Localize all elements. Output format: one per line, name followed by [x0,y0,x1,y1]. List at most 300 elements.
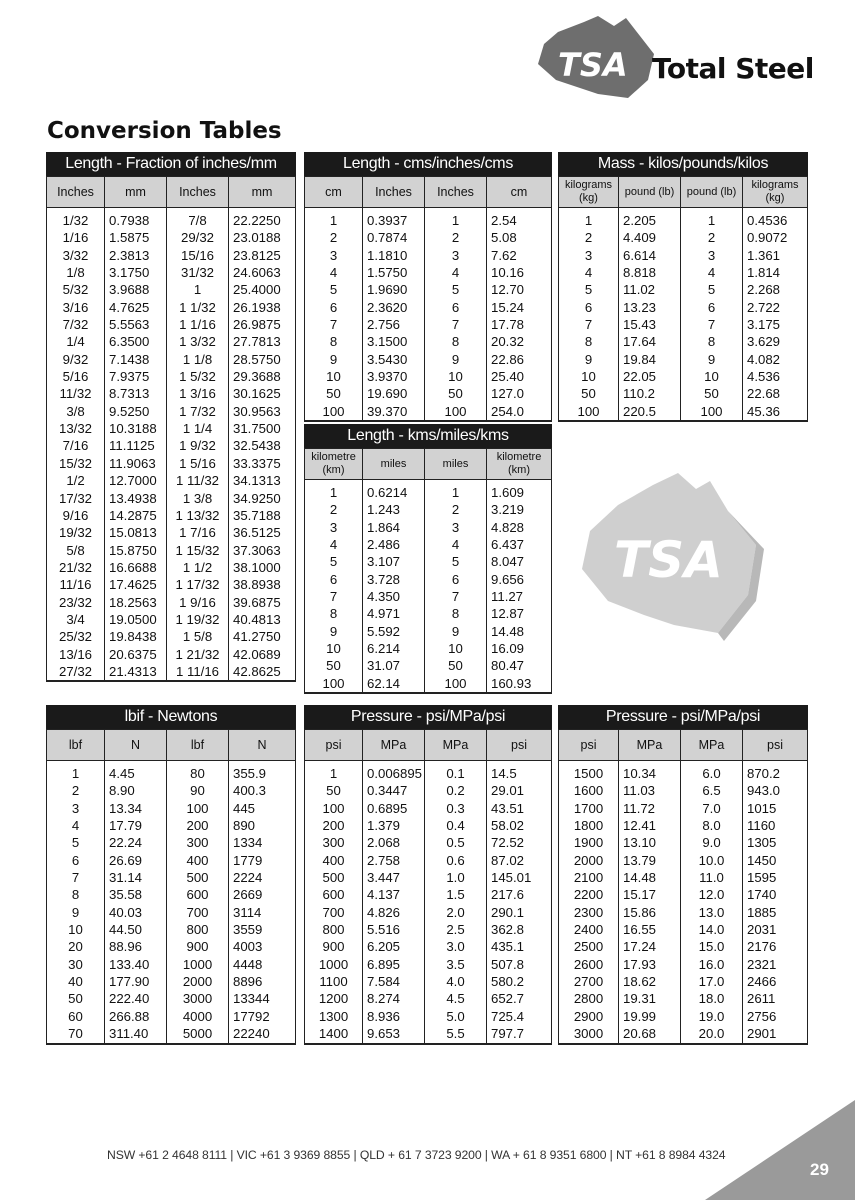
table-cell: 1900 [559,834,619,851]
table-row [305,800,552,817]
table-cell: 1.243 [363,501,425,518]
table-cell: 1 [305,765,363,782]
table-title: Mass - kilos/pounds/kilos [558,152,808,176]
table-cell: 9 [47,904,105,921]
table-row [47,1025,296,1043]
table-cell: 38.1000 [229,559,296,576]
table-row [47,800,296,817]
table-row [305,247,552,264]
table-cell: 10 [559,368,619,385]
brand-name: Total Steel [652,52,814,85]
table-row [47,921,296,938]
table-cell: 1.609 [487,484,552,501]
table-cell: 1 21/32 [167,646,229,663]
table-cell: 45.36 [743,403,808,421]
table-cell: 254.0 [487,403,552,421]
table-cell: 6.5 [681,782,743,799]
table-cell: 10 [425,368,487,385]
table-cell: 300 [305,834,363,851]
table-title: lbif - Newtons [46,705,296,729]
table-cell: 3/16 [47,299,105,316]
table-cell: 42.8625 [229,663,296,681]
table-cell: 9 [681,351,743,368]
table-cell: 10.16 [487,264,552,281]
table-cell: 100 [559,403,619,421]
table-cell: 12.41 [619,817,681,834]
table-cell: 8.90 [105,782,167,799]
table-cell: 20.0 [681,1025,743,1043]
table-cell: 1015 [743,800,808,817]
table-row [47,938,296,955]
table-cell: 2500 [559,938,619,955]
table-cell: 580.2 [487,973,552,990]
table-cell: 10 [681,368,743,385]
table-cell: 19/32 [47,524,105,541]
table-cell: 50 [305,385,363,402]
table-cell: 50 [425,385,487,402]
table-cell: 4000 [167,1008,229,1025]
column-header: Inches [425,177,487,208]
table-cell: 160.93 [487,675,552,693]
table-row [305,553,552,570]
table-row [47,490,296,507]
corner-tab [705,1100,855,1200]
table-cell: 50 [47,990,105,1007]
table-cell: 2611 [743,990,808,1007]
table-cell: 9.5250 [105,403,167,420]
table-row [305,484,552,501]
table-cell: 23.0188 [229,229,296,246]
table-row [47,576,296,593]
table-cell: 7 [425,316,487,333]
table-cell: 1/16 [47,229,105,246]
table-pressure-1 [304,705,552,1045]
table-cell: 3.0 [425,938,487,955]
table-cell: 18.62 [619,973,681,990]
table-cell: 15.86 [619,904,681,921]
table-pressure-2 [558,705,808,1045]
table-cell: 8896 [229,973,296,990]
table-row [47,817,296,834]
table-cell: 14.2875 [105,507,167,524]
table-cell: 11.1125 [105,437,167,454]
table-title: Pressure - psi/MPa/psi [304,705,552,729]
table-cell: 15.24 [487,299,552,316]
table-cell: 44.50 [105,921,167,938]
table-row [47,212,296,229]
table-cell: 1 9/32 [167,437,229,454]
table-cell: 200 [305,817,363,834]
table-cell: 8.936 [363,1008,425,1025]
table-cell: 13.23 [619,299,681,316]
table-row [305,973,552,990]
table-cell: 6.895 [363,956,425,973]
table-cell: 10 [47,921,105,938]
column-header: kilograms (kg) [743,177,808,208]
table-cell: 16.6688 [105,559,167,576]
table-length-cms [304,152,552,422]
table-row [559,834,808,851]
table-cell: 17.93 [619,956,681,973]
table-cell: 652.7 [487,990,552,1007]
column-header: N [229,730,296,761]
table-cell: 15.17 [619,886,681,903]
table-cell: 1 11/32 [167,472,229,489]
table-cell: 26.1938 [229,299,296,316]
table-cell: 34.9250 [229,490,296,507]
table-cell: 7.584 [363,973,425,990]
table-cell: 1 [47,765,105,782]
table-row [47,247,296,264]
table-row [305,588,552,605]
table-cell: 12.87 [487,605,552,622]
table-cell: 0.1 [425,765,487,782]
table-cell: 100 [305,403,363,421]
table-row [47,852,296,869]
table-cell: 11/16 [47,576,105,593]
table-cell: 1 1/8 [167,351,229,368]
table-cell: 1 7/32 [167,403,229,420]
table-cell: 2 [425,501,487,518]
table-cell: 1.814 [743,264,808,281]
table-row [559,403,808,421]
table-cell: 13.34 [105,800,167,817]
table-row [559,333,808,350]
logo-mark-text: TSA [558,46,628,84]
table-cell: 100 [425,403,487,421]
table-row [305,264,552,281]
table-title: Length - cms/inches/cms [304,152,552,176]
table-cell: 13/16 [47,646,105,663]
table-cell: 0.6895 [363,800,425,817]
table-cell: 30 [47,956,105,973]
table-cell: 217.6 [487,886,552,903]
watermark-text: TSA [614,531,723,589]
table-cell: 2900 [559,1008,619,1025]
table-cell: 15/32 [47,455,105,472]
table-cell: 19.99 [619,1008,681,1025]
table-row [305,765,552,782]
table-cell: 11.9063 [105,455,167,472]
table-cell: 30.9563 [229,403,296,420]
table-row [47,611,296,628]
table-row [305,938,552,955]
table-cell: 2466 [743,973,808,990]
table-cell: 14.0 [681,921,743,938]
table-mass [558,152,808,422]
table-row [305,782,552,799]
table-cell: 15/16 [167,247,229,264]
table-cell: 20.68 [619,1025,681,1043]
table-cell: 7 [559,316,619,333]
table-cell: 4.137 [363,886,425,903]
column-header: MPa [363,730,425,761]
table-cell: 3.1500 [363,333,425,350]
table-cell: 80.47 [487,657,552,674]
table-cell: 40.4813 [229,611,296,628]
table-cell: 6.0 [681,765,743,782]
table-cell: 32.5438 [229,437,296,454]
table-cell: 100 [167,800,229,817]
table-row [47,834,296,851]
table-cell: 4 [559,264,619,281]
table-cell: 1 3/16 [167,385,229,402]
table-cell: 7 [425,588,487,605]
table-cell: 7 [681,316,743,333]
table-row [47,299,296,316]
table-cell: 200 [167,817,229,834]
table-cell: 19.8438 [105,628,167,645]
table-cell: 1 15/32 [167,542,229,559]
table-title: Length - kms/miles/kms [304,424,552,448]
page-title: Conversion Tables [47,118,282,144]
table-cell: 311.40 [105,1025,167,1043]
table-cell: 50 [425,657,487,674]
table-row [47,559,296,576]
table-cell: 33.3375 [229,455,296,472]
table-cell: 400.3 [229,782,296,799]
table-cell: 6.437 [487,536,552,553]
table-cell: 7 [305,588,363,605]
table-row [305,385,552,402]
table-row [47,869,296,886]
table-row [559,800,808,817]
table-cell: 5/32 [47,281,105,298]
table-cell: 9 [425,351,487,368]
table-cell: 6 [305,299,363,316]
table-cell: 1450 [743,852,808,869]
table-cell: 6.214 [363,640,425,657]
table-row [305,333,552,350]
table-cell: 21.4313 [105,663,167,681]
table-cell: 1305 [743,834,808,851]
table-row [47,507,296,524]
table-cell: 1.5750 [363,264,425,281]
table-cell: 27.7813 [229,333,296,350]
table-row [305,281,552,298]
table-cell: 1/32 [47,212,105,229]
table-cell: 2400 [559,921,619,938]
table-cell: 500 [167,869,229,886]
table-cell: 2.3813 [105,247,167,264]
table-cell: 43.51 [487,800,552,817]
table-cell: 0.3937 [363,212,425,229]
table-cell: 7/8 [167,212,229,229]
table-row [305,640,552,657]
table-row [47,524,296,541]
table-cell: 3.1750 [105,264,167,281]
table-row [559,817,808,834]
table-cell: 37.3063 [229,542,296,559]
table-cell: 10.0 [681,852,743,869]
table-cell: 3.219 [487,501,552,518]
table-lbf-newtons [46,705,296,1045]
table-cell: 5 [305,281,363,298]
table-row [47,663,296,681]
table-cell: 17/32 [47,490,105,507]
table-cell: 2321 [743,956,808,973]
table-cell: 4.45 [105,765,167,782]
table-cell: 17.64 [619,333,681,350]
table-cell: 4.0 [425,973,487,990]
table-cell: 100 [305,675,363,693]
table-row [47,264,296,281]
table-cell: 266.88 [105,1008,167,1025]
table-cell: 5.5 [425,1025,487,1043]
table-cell: 7/32 [47,316,105,333]
table-cell: 9.0 [681,834,743,851]
table-length-fraction [46,152,296,682]
table-cell: 1/8 [47,264,105,281]
table-cell: 1.361 [743,247,808,264]
table-row [305,956,552,973]
table-cell: 900 [167,938,229,955]
table-cell: 8 [681,333,743,350]
table-cell: 4 [305,264,363,281]
table-row [559,299,808,316]
table-cell: 1/2 [47,472,105,489]
table-cell: 600 [305,886,363,903]
table-cell: 0.3 [425,800,487,817]
table-cell: 2031 [743,921,808,938]
table-cell: 2 [47,782,105,799]
table-cell: 4.082 [743,351,808,368]
table-cell: 1 1/4 [167,420,229,437]
table-cell: 1 17/32 [167,576,229,593]
tsa-logo-icon [536,14,656,104]
table-cell: 15.8750 [105,542,167,559]
table-row [47,782,296,799]
table-cell: 1740 [743,886,808,903]
table-cell: 15.43 [619,316,681,333]
table-cell: 177.90 [105,973,167,990]
table-row [305,852,552,869]
table-cell: 8 [305,333,363,350]
table-row [305,869,552,886]
table-cell: 1 7/16 [167,524,229,541]
column-header: kilometre (km) [487,449,552,480]
table-cell: 28.5750 [229,351,296,368]
table-cell: 70 [47,1025,105,1043]
table-cell: 0.4 [425,817,487,834]
table-cell: 1.9690 [363,281,425,298]
table-row [559,351,808,368]
table-cell: 3.9688 [105,281,167,298]
table-row [47,542,296,559]
table-cell: 1.5 [425,886,487,903]
table-cell: 22.24 [105,834,167,851]
table-cell: 40.03 [105,904,167,921]
table-cell: 8.818 [619,264,681,281]
table-cell: 2000 [167,973,229,990]
table-cell: 110.2 [619,385,681,402]
table-cell: 1160 [743,817,808,834]
table-cell: 16.55 [619,921,681,938]
column-header: Inches [47,177,105,208]
table-cell: 2.068 [363,834,425,851]
page-number: 29 [810,1160,829,1179]
table-cell: 7.9375 [105,368,167,385]
table-row [559,938,808,955]
table-cell: 5 [681,281,743,298]
table-cell: 13.4938 [105,490,167,507]
table-row [47,990,296,1007]
table-cell: 22240 [229,1025,296,1043]
table-cell: 3000 [559,1025,619,1043]
table-cell: 17.4625 [105,576,167,593]
column-header: psi [559,730,619,761]
table-row [305,904,552,921]
table-cell: 39.6875 [229,594,296,611]
table-cell: 1 [425,212,487,229]
table-cell: 1 [305,484,363,501]
table-row [559,1008,808,1025]
table-row [47,765,296,782]
table-row [305,817,552,834]
table-cell: 5.0 [425,1008,487,1025]
table-row [559,264,808,281]
table-cell: 3 [305,519,363,536]
table-cell: 50 [681,385,743,402]
table-cell: 0.7874 [363,229,425,246]
table-cell: 7.1438 [105,351,167,368]
table-row [47,1008,296,1025]
table-row [305,536,552,553]
table-cell: 800 [167,921,229,938]
table-cell: 3.728 [363,571,425,588]
table-row [305,212,552,229]
table-cell: 1000 [305,956,363,973]
table-cell: 12.0 [681,886,743,903]
table-cell: 3.5 [425,956,487,973]
table-cell: 11.27 [487,588,552,605]
table-cell: 10.3188 [105,420,167,437]
table-cell: 8 [425,605,487,622]
table-cell: 5 [425,553,487,570]
table-cell: 1 [559,212,619,229]
table-cell: 6.614 [619,247,681,264]
table-cell: 943.0 [743,782,808,799]
table-cell: 8.047 [487,553,552,570]
table-title: Length - Fraction of inches/mm [46,152,296,176]
tsa-watermark-icon [578,465,768,655]
table-row [559,229,808,246]
table-cell: 1600 [559,782,619,799]
table-cell: 25.4000 [229,281,296,298]
table-cell: 6 [681,299,743,316]
table-cell: 1.0 [425,869,487,886]
table-row [305,675,552,693]
table-cell: 6 [305,571,363,588]
table-cell: 1800 [559,817,619,834]
table-cell: 36.5125 [229,524,296,541]
table-row [305,990,552,1007]
table-cell: 10 [425,640,487,657]
table-row [305,834,552,851]
column-header: MPa [619,730,681,761]
table-cell: 2.756 [363,316,425,333]
column-header: miles [425,449,487,480]
table-cell: 725.4 [487,1008,552,1025]
table-cell: 1595 [743,869,808,886]
table-row [559,869,808,886]
table-row [47,956,296,973]
table-cell: 16.0 [681,956,743,973]
table-row [559,956,808,973]
table-row [305,501,552,518]
table-cell: 0.006895 [363,765,425,782]
table-row [47,403,296,420]
